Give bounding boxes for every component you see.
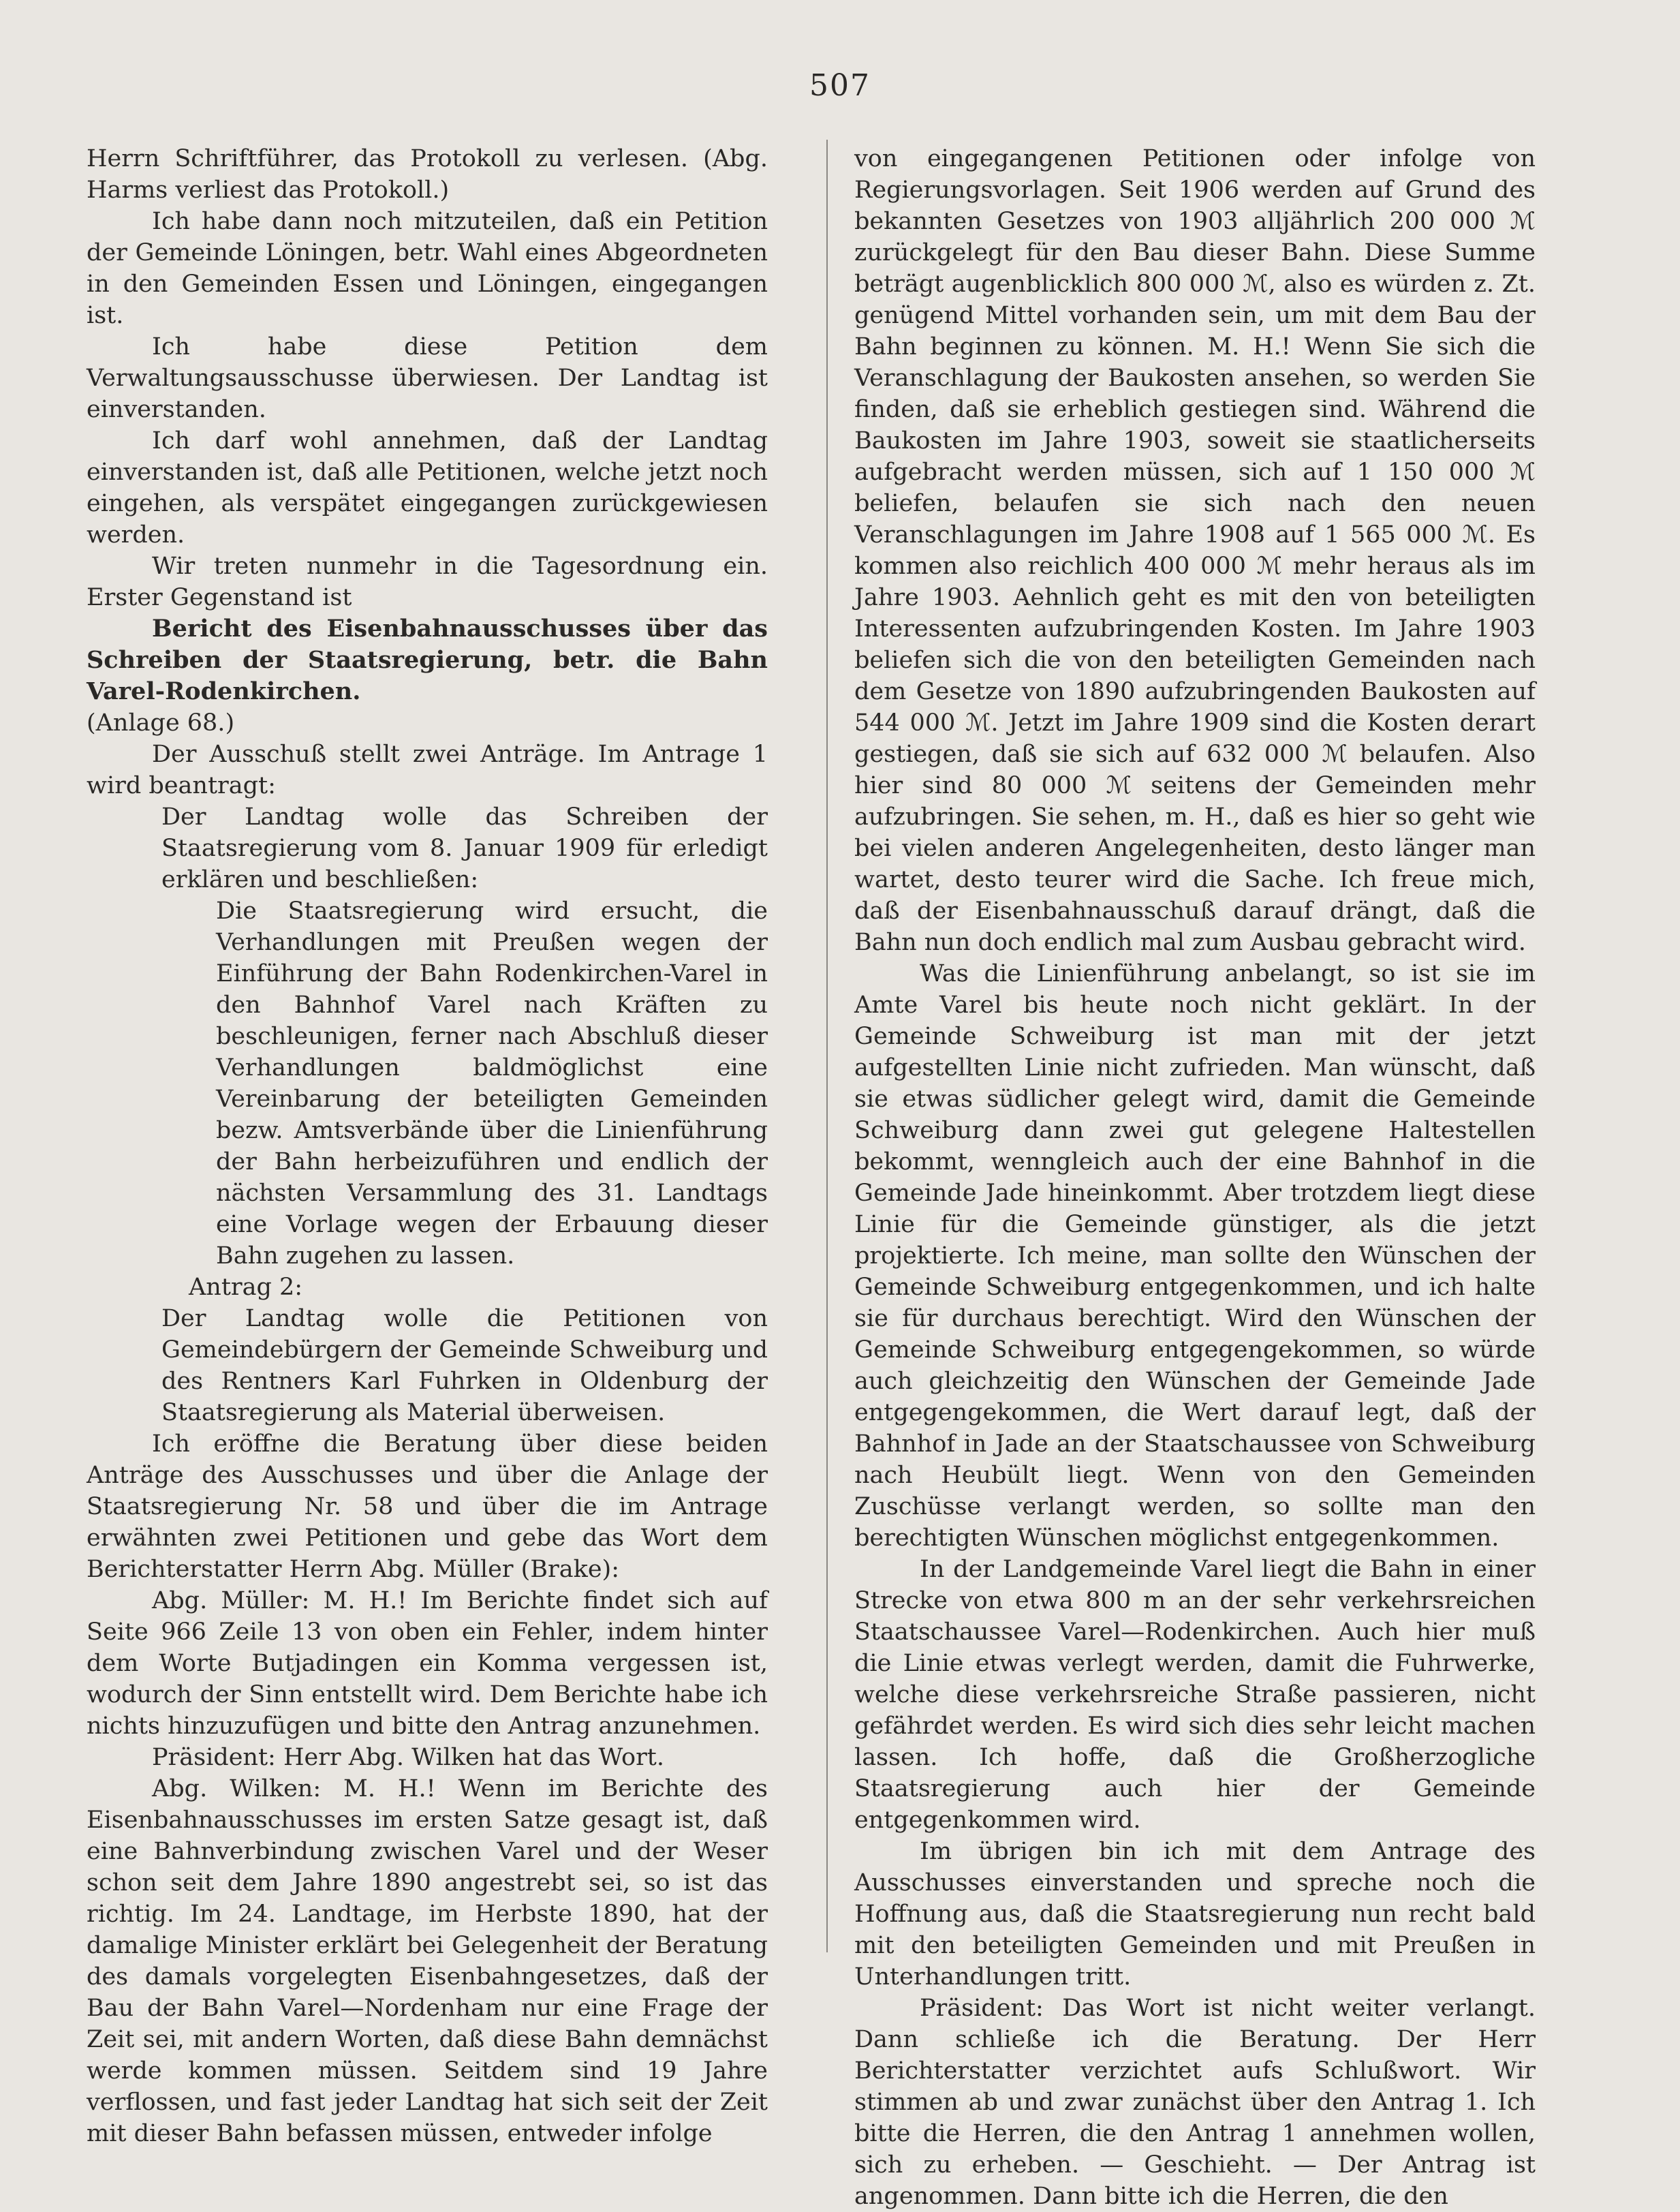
paragraph: Was die Linienführung anbelangt, so ist sie im Amte Varel bis heute noch nicht geklärt. In der Gemeinde Schweiburg ist man mit der jetzt aufgestellten Linie nicht zufrieden. Man wünscht, daß sie etwas südlicher gelegt wird, damit die Gemeinde Schweiburg dann zwei gut gelegene Haltestellen bekommt, wenngleich auch der eine Bahnhof in die Gemeinde Jade hineinkommt. Aber trotzdem liegt diese Linie für die Gemeinde günstiger, als die jetzt projektierte. Ich meine, man sollte den Wünschen der Gemeinde Schweiburg entgegenkommen, und ich halte sie für durchaus berechtigt. Wird den Wünschen der Gemeinde Schweiburg entgegengekommen, so würde auch gleichzeitig den Wünschen der Gemeinde Jade entgegengekommen, die Wert darauf legt, daß der Bahnhof in Jade an der Staatschaussee von Schweiburg nach Heubült liegt. Wenn von den Gemeinden Zuschüsse verlangt werden, so sollte man den berechtigten Wünschen möglichst entgegenkommen. (854, 960, 1536, 1552)
paragraph: Ich habe diese Petition dem Verwaltungsausschusse überwiesen. Der Landtag ist einverstanden. (87, 333, 768, 423)
speech-praesident: Präsident: Das Wort ist nicht weiter verlangt. Dann schließe ich die Beratung. Der Herr Berichterstatter verzichtet aufs Schlußwort. Wir stimmen ab und zwar zunächst über den Antrag 1. Ich bitte die Herren, die den Antrag 1 annehmen wollen, sich zu erheben. — Geschieht. — Der Antrag ist angenommen. Dann bitte ich die Herren, die den (854, 1995, 1536, 2210)
paragraph: Wir treten nunmehr in die Tagesordnung ein. Erster Gegenstand ist (87, 553, 768, 611)
speech-wilken: Abg. Wilken: M. H.! Wenn im Berichte des Eisenbahnausschusses im ersten Satze gesagt ist, daß eine Bahnverbindung zwischen Varel und der Weser schon seit dem Jahre 1890 angestrebt sei, so ist das richtig. Im 24. Landtage, im Herbste 1890, hat der damalige Minister erklärt bei Gelegenheit der Beratung des damals vorgelegten Eisenbahngesetzes, daß der Bau der Bahn Varel—Nordenham nur eine Frage der Zeit sei, mit andern Worten, daß diese Bahn demnächst werde kommen müssen. Seitdem sind 19 Jahre verflossen, und fast jeder Landtag hat sich seit der Zeit mit dieser Bahn befassen müssen, entweder infolge (87, 1775, 768, 2147)
motion-text: Der Landtag wolle das Schreiben der Staatsregierung vom 8. Januar 1909 für erledigt erklären und beschließen: (161, 803, 768, 893)
motion-text: Der Landtag wolle die Petitionen von Gemeindebürgern der Gemeinde Schweiburg und des Rentners Karl Fuhrken in Oldenburg der Staatsregierung als Material überweisen. (161, 1305, 768, 1426)
motion-resolution: Die Staatsregierung wird ersucht, die Verhandlungen mit Preußen wegen der Einführung der Bahn Rodenkirchen-Varel in den Bahnhof Varel nach Kräften zu beschleunigen, ferner nach Abschluß dieser Verhandlungen baldmöglichst eine Vereinbarung der beteiligten Gemeinden bezw. Amtsverbände über die Linienführung der Bahn herbeizuführen und endlich der nächsten Versammlung des 31. Landtags eine Vorlage wegen der Erbauung dieser Bahn zugehen zu lassen. (216, 897, 768, 1270)
page-number: 507 (809, 68, 871, 103)
paragraph: Ich eröffne die Beratung über diese beiden Anträge des Ausschusses und über die Anlage der Staatsregierung Nr. 58 und über die im Antrage erwähnten zwei Petitionen und gebe das Wort dem Berichterstatter Herrn Abg. Müller (Brake): (87, 1430, 768, 1583)
annex-reference: (Anlage 68.) (87, 709, 235, 737)
column-divider (826, 140, 828, 1952)
paragraph: Im übrigen bin ich mit dem Antrage des Ausschusses einverstanden und spreche noch die Hoffnung aus, daß die Staatsregierung nun recht bald mit den beteiligten Gemeinden und mit Preußen in Unterhandlungen tritt. (854, 1838, 1536, 1991)
left-column (87, 143, 768, 2149)
paragraph: Der Ausschuß stellt zwei Anträge. Im Antrage 1 wird beantragt: (87, 741, 768, 799)
speech-praesident: Präsident: Herr Abg. Wilken hat das Wort. (152, 1744, 664, 1771)
paragraph: von eingegangenen Petitionen oder infolge von Regierungsvorlagen. Seit 1906 werden auf Grund des bekannten Gesetzes von 1903 alljährlich 200 000 ℳ zurückgelegt für den Bau dieser Bahn. Diese Summe beträgt augenblicklich 800 000 ℳ, also es würden z. Zt. genügend Mittel vorhanden sein, um mit dem Bau der Bahn beginnen zu können. M. H.! Wenn Sie sich die Veranschlagung der Baukosten ansehen, so werden Sie finden, daß sie erheblich gestiegen sind. Während die Baukosten im Jahre 1903, soweit sie staatlicherseits aufgebracht werden müssen, sich auf 1 150 000 ℳ beliefen, belaufen sie sich nach den neuen Veranschlagungen im Jahre 1908 auf 1 565 000 ℳ. Es kommen also reichlich 400 000 ℳ mehr heraus als im Jahre 1903. Aehnlich geht es mit den von beteiligten Interessenten aufzubringenden Kosten. Im Jahre 1903 beliefen sich die von den beteiligten Gemeinden nach dem Gesetze von 1890 aufzubringenden Baukosten auf 544 000 ℳ. Jetzt im Jahre 1909 sind die Kosten derart gestiegen, daß sie sich auf 632 000 ℳ belaufen. Also hier sind 80 000 ℳ seitens der Gemeinden mehr aufzubringen. Sie sehen, m. H., daß es hier so geht wie bei vielen anderen Angelegenheiten, desto länger man wartet, desto teurer wird die Sache. Ich freue mich, daß der Eisenbahnausschuß darauf drängt, daß die Bahn nun doch endlich mal zum Ausbau gebracht wird. (854, 145, 1536, 956)
paragraph: Herrn Schriftführer, das Protokoll zu verlesen. (Abg. Harms verliest das Protokoll.) (87, 145, 768, 204)
paragraph: In der Landgemeinde Varel liegt die Bahn in einer Strecke von etwa 800 m an der sehr verkehrsreichen Staatschaussee Varel—Rodenkirchen. Auch hier muß die Linie etwas verlegt werden, damit die Fuhrwerke, welche diese verkehrsreiche Straße passieren, nicht gefährdet werden. Es wird sich dies sehr leicht machen lassen. Ich hoffe, daß die Großherzogliche Staatsregierung auch hier der Gemeinde entgegenkommen wird. (854, 1556, 1536, 1834)
motion-heading: Antrag 2: (189, 1274, 303, 1301)
agenda-item-title: Bericht des Eisenbahnausschusses über das Schreiben der Staatsregierung, betr. die Bahn Varel-Rodenkirchen. (87, 615, 768, 705)
paragraph: Ich habe dann noch mitzuteilen, daß ein Petition der Gemeinde Löningen, betr. Wahl eines Abgeordneten in den Gemeinden Essen und Löningen, eingegangen ist. (87, 208, 768, 329)
paragraph: Ich darf wohl annehmen, daß der Landtag einverstanden ist, daß alle Petitionen, welche jetzt noch eingehen, als verspätet eingegangen zurückgewiesen werden. (87, 427, 768, 549)
right-column (854, 143, 1536, 2212)
speech-mueller: Abg. Müller: M. H.! Im Berichte findet sich auf Seite 966 Zeile 13 von oben ein Fehler, indem hinter dem Worte Butjadingen ein Komma vergessen ist, wodurch der Sinn entstellt wird. Dem Berichte habe ich nichts hinzuzufügen und bitte den Antrag anzunehmen. (87, 1587, 768, 1740)
